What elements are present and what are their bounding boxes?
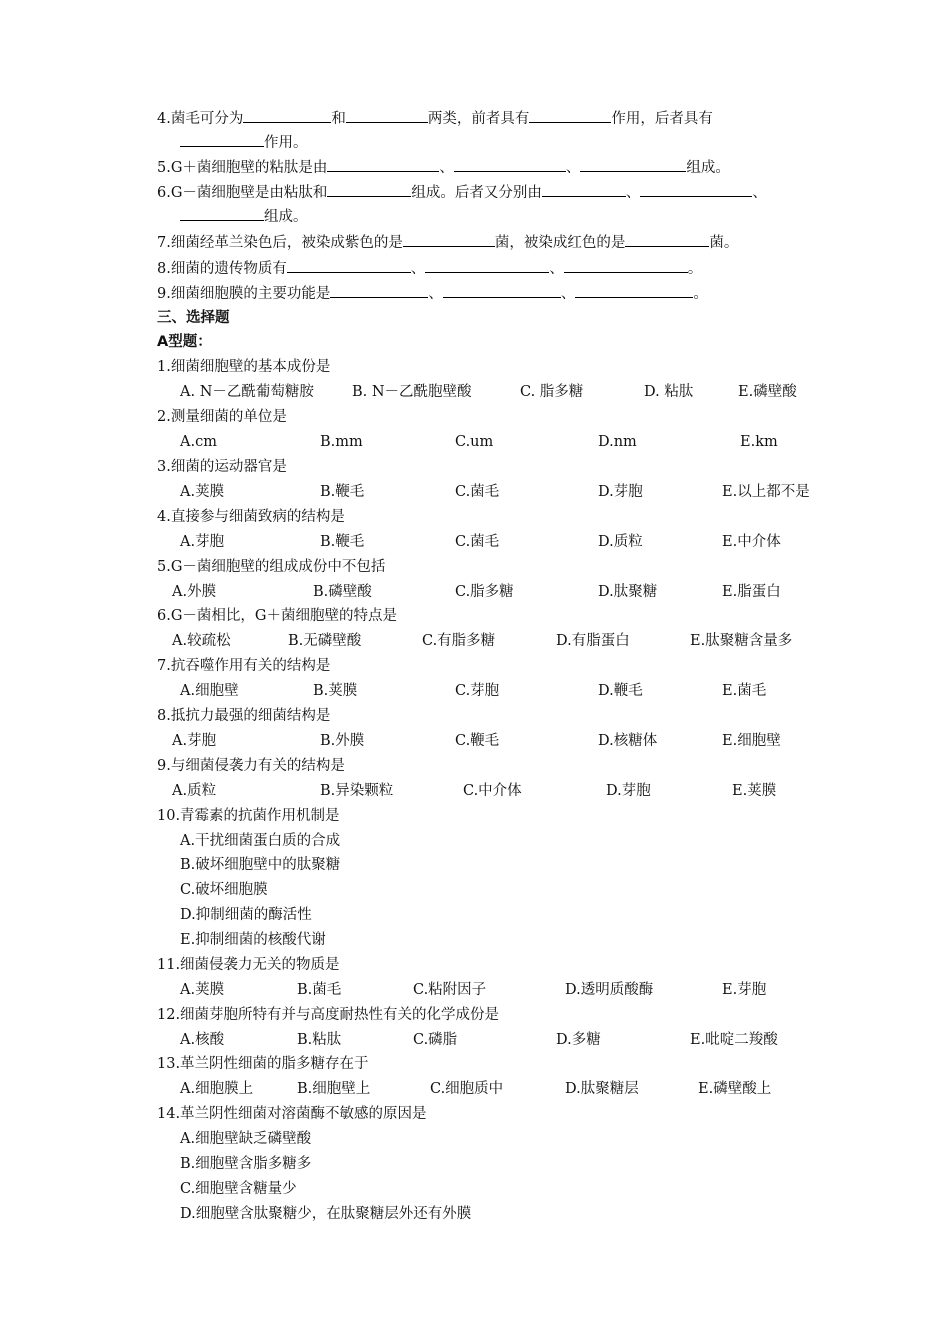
option[interactable]: D.鞭毛 — [598, 683, 643, 699]
blank[interactable] — [180, 132, 264, 147]
blank[interactable] — [529, 108, 611, 123]
section-title: 三、选择题 — [157, 310, 230, 326]
question-stem: 2.测量细菌的单位是 — [157, 409, 287, 425]
text: 4.菌毛可分为 — [157, 111, 244, 127]
option[interactable]: C. 脂多糖 — [520, 384, 584, 400]
text: 。 — [693, 286, 708, 302]
blank[interactable] — [564, 258, 688, 273]
question-stem: 14.革兰阴性细菌对溶菌酶不敏感的原因是 — [157, 1106, 427, 1122]
blank[interactable] — [403, 232, 495, 247]
text: 菌，被染成红色的是 — [494, 235, 626, 251]
question-stem: 10.青霉素的抗菌作用机制是 — [157, 808, 340, 824]
text: 、 — [625, 185, 641, 201]
text: 、 — [428, 286, 443, 302]
option[interactable]: E.芽胞 — [722, 982, 767, 998]
option[interactable]: E.抑制细菌的核酸代谢 — [180, 932, 326, 948]
blank[interactable] — [542, 182, 626, 197]
question-stem: 9.与细菌侵袭力有关的结构是 — [157, 758, 345, 774]
option[interactable]: E.脂蛋白 — [722, 584, 781, 600]
option[interactable]: D.有脂蛋白 — [556, 633, 630, 649]
text: 。 — [687, 261, 703, 277]
option[interactable]: B.细胞壁上 — [297, 1081, 371, 1097]
text: 组成。 — [686, 160, 730, 176]
option[interactable]: D. 粘肽 — [644, 384, 694, 400]
option[interactable]: C.菌毛 — [455, 534, 500, 550]
blank[interactable] — [425, 258, 549, 273]
question-stem: 5.G－菌细胞壁的组成成份中不包括 — [157, 559, 386, 575]
option[interactable]: A.细胞壁 — [180, 683, 239, 699]
blank[interactable] — [640, 182, 752, 197]
option[interactable]: E.km — [740, 434, 778, 450]
option[interactable]: C.有脂多糖 — [422, 633, 496, 649]
question-stem: 8.抵抗力最强的细菌结构是 — [157, 708, 331, 724]
option[interactable]: B.鞭毛 — [320, 484, 365, 500]
option[interactable]: B.外膜 — [320, 733, 365, 749]
option[interactable]: D.nm — [598, 434, 637, 450]
text: 、 — [410, 261, 426, 277]
text: 8.细菌的遗传物质有 — [157, 261, 287, 277]
text: 菌。 — [709, 235, 739, 251]
option[interactable]: E.以上都不是 — [722, 484, 810, 500]
blank[interactable] — [575, 283, 693, 298]
fill-question-4 — [157, 108, 713, 129]
text: 5.G＋菌细胞壁的粘肽是由 — [157, 160, 328, 176]
option[interactable]: C.芽胞 — [455, 683, 500, 699]
option[interactable]: B.荚膜 — [313, 683, 358, 699]
option[interactable]: A.较疏松 — [172, 633, 231, 649]
subsection-title: A型题： — [157, 334, 212, 350]
option[interactable]: D.芽胞 — [606, 783, 651, 799]
text: 、 — [752, 185, 767, 201]
text: 作用。 — [264, 135, 308, 151]
option[interactable]: E.肽聚糖含量多 — [690, 633, 793, 649]
blank[interactable] — [454, 157, 566, 172]
option[interactable]: A.质粒 — [172, 783, 217, 799]
option[interactable]: C.磷脂 — [413, 1032, 458, 1048]
option[interactable]: A.荚膜 — [180, 982, 225, 998]
blank[interactable] — [287, 258, 411, 273]
option[interactable]: A.核酸 — [180, 1032, 225, 1048]
text: 、 — [560, 286, 576, 302]
option[interactable]: E.荚膜 — [732, 783, 777, 799]
option[interactable]: A.外膜 — [172, 584, 217, 600]
text: 、 — [565, 160, 581, 176]
blank[interactable] — [625, 232, 709, 247]
option[interactable]: A.芽胞 — [180, 534, 225, 550]
option[interactable]: B.鞭毛 — [320, 534, 365, 550]
option[interactable]: D.多糖 — [556, 1032, 601, 1048]
text: 组成。后者又分别由 — [411, 185, 542, 201]
text: 两类，前者具有 — [427, 111, 530, 127]
option[interactable]: A. N－乙酰葡萄糖胺 — [180, 384, 314, 400]
option[interactable]: A.干扰细菌蛋白质的合成 — [180, 833, 341, 849]
text: 7.细菌经革兰染色后，被染成紫色的是 — [157, 235, 403, 251]
option[interactable]: C.菌毛 — [455, 484, 500, 500]
option[interactable]: C.粘附因子 — [413, 982, 487, 998]
fill-question-5 — [157, 157, 730, 178]
text: 作用，后者具有 — [611, 111, 713, 127]
option[interactable]: C.脂多糖 — [455, 584, 514, 600]
option[interactable]: C.破坏细胞膜 — [180, 882, 268, 898]
blank[interactable] — [327, 157, 439, 172]
question-stem: 7.抗吞噬作用有关的结构是 — [157, 658, 331, 674]
option[interactable]: D.细胞壁含肽聚糖少，在肽聚糖层外还有外膜 — [180, 1206, 472, 1222]
fill-question-8 — [157, 258, 702, 279]
text: 、 — [439, 160, 454, 176]
option[interactable]: B.粘肽 — [297, 1032, 342, 1048]
option[interactable]: E.细胞壁 — [722, 733, 781, 749]
blank[interactable] — [443, 283, 561, 298]
option[interactable]: C.细胞壁含糖量少 — [180, 1181, 297, 1197]
option[interactable]: E.吡啶二羧酸 — [690, 1032, 778, 1048]
option[interactable]: E.磷壁酸 — [738, 384, 797, 400]
option[interactable]: B.细胞壁含脂多糖多 — [180, 1156, 312, 1172]
text: 和 — [331, 111, 346, 127]
blank[interactable] — [180, 206, 264, 221]
option[interactable]: A.细胞膜上 — [180, 1081, 254, 1097]
blank[interactable] — [580, 157, 686, 172]
option[interactable]: C.中介体 — [463, 783, 522, 799]
option[interactable]: D.核糖体 — [598, 733, 658, 749]
option[interactable]: A.cm — [180, 434, 217, 450]
question-stem: 4.直接参与细菌致病的结构是 — [157, 509, 345, 525]
option[interactable]: B.磷壁酸 — [313, 584, 372, 600]
option[interactable]: D.质粒 — [598, 534, 643, 550]
option[interactable]: C.鞭毛 — [455, 733, 500, 749]
option[interactable]: C.um — [455, 434, 494, 450]
option[interactable]: A.芽胞 — [172, 733, 217, 749]
question-stem: 3.细菌的运动器官是 — [157, 459, 287, 475]
option[interactable]: D.肽聚糖 — [598, 584, 658, 600]
option[interactable]: E.磷壁酸上 — [698, 1081, 772, 1097]
fill-question-6 — [157, 182, 767, 203]
question-stem: 6.G－菌相比，G＋菌细胞壁的特点是 — [157, 608, 397, 624]
question-stem: 1.细菌细胞壁的基本成份是 — [157, 359, 331, 375]
option[interactable]: A.细胞壁缺乏磷壁酸 — [180, 1131, 312, 1147]
option[interactable]: E.中介体 — [722, 534, 781, 550]
text: 9.细菌细胞膜的主要功能是 — [157, 286, 331, 302]
option[interactable]: B.mm — [320, 434, 363, 450]
blank[interactable] — [243, 108, 331, 123]
option[interactable]: B.无磷壁酸 — [288, 633, 362, 649]
blank[interactable] — [327, 182, 411, 197]
fill-question-7 — [157, 232, 738, 253]
option[interactable]: E.菌毛 — [722, 683, 767, 699]
option[interactable]: D.芽胞 — [598, 484, 643, 500]
text: 6.G－菌细胞壁是由粘肽和 — [157, 185, 328, 201]
option[interactable]: B.异染颗粒 — [320, 783, 394, 799]
option[interactable]: B.破坏细胞壁中的肽聚糖 — [180, 857, 341, 873]
fill-question-9 — [157, 283, 708, 304]
text: 、 — [549, 261, 564, 277]
option[interactable]: A.荚膜 — [180, 484, 225, 500]
option[interactable]: C.细胞质中 — [430, 1081, 504, 1097]
question-stem: 13.革兰阴性细菌的脂多糖存在于 — [157, 1056, 369, 1072]
text: 组成。 — [264, 209, 308, 225]
option[interactable]: B.菌毛 — [297, 982, 342, 998]
option[interactable]: D.透明质酸酶 — [565, 982, 654, 998]
fill-question-4-cont — [180, 132, 308, 153]
option[interactable]: B. N－乙酰胞壁酸 — [352, 384, 472, 400]
blank[interactable] — [330, 283, 428, 298]
option[interactable]: D.抑制细菌的酶活性 — [180, 907, 312, 923]
question-stem: 12.细菌芽胞所特有并与高度耐热性有关的化学成份是 — [157, 1007, 500, 1023]
question-stem: 11.细菌侵袭力无关的物质是 — [157, 957, 340, 973]
fill-question-6-cont — [180, 206, 308, 227]
option[interactable]: D.肽聚糖层 — [565, 1081, 639, 1097]
blank[interactable] — [346, 108, 428, 123]
